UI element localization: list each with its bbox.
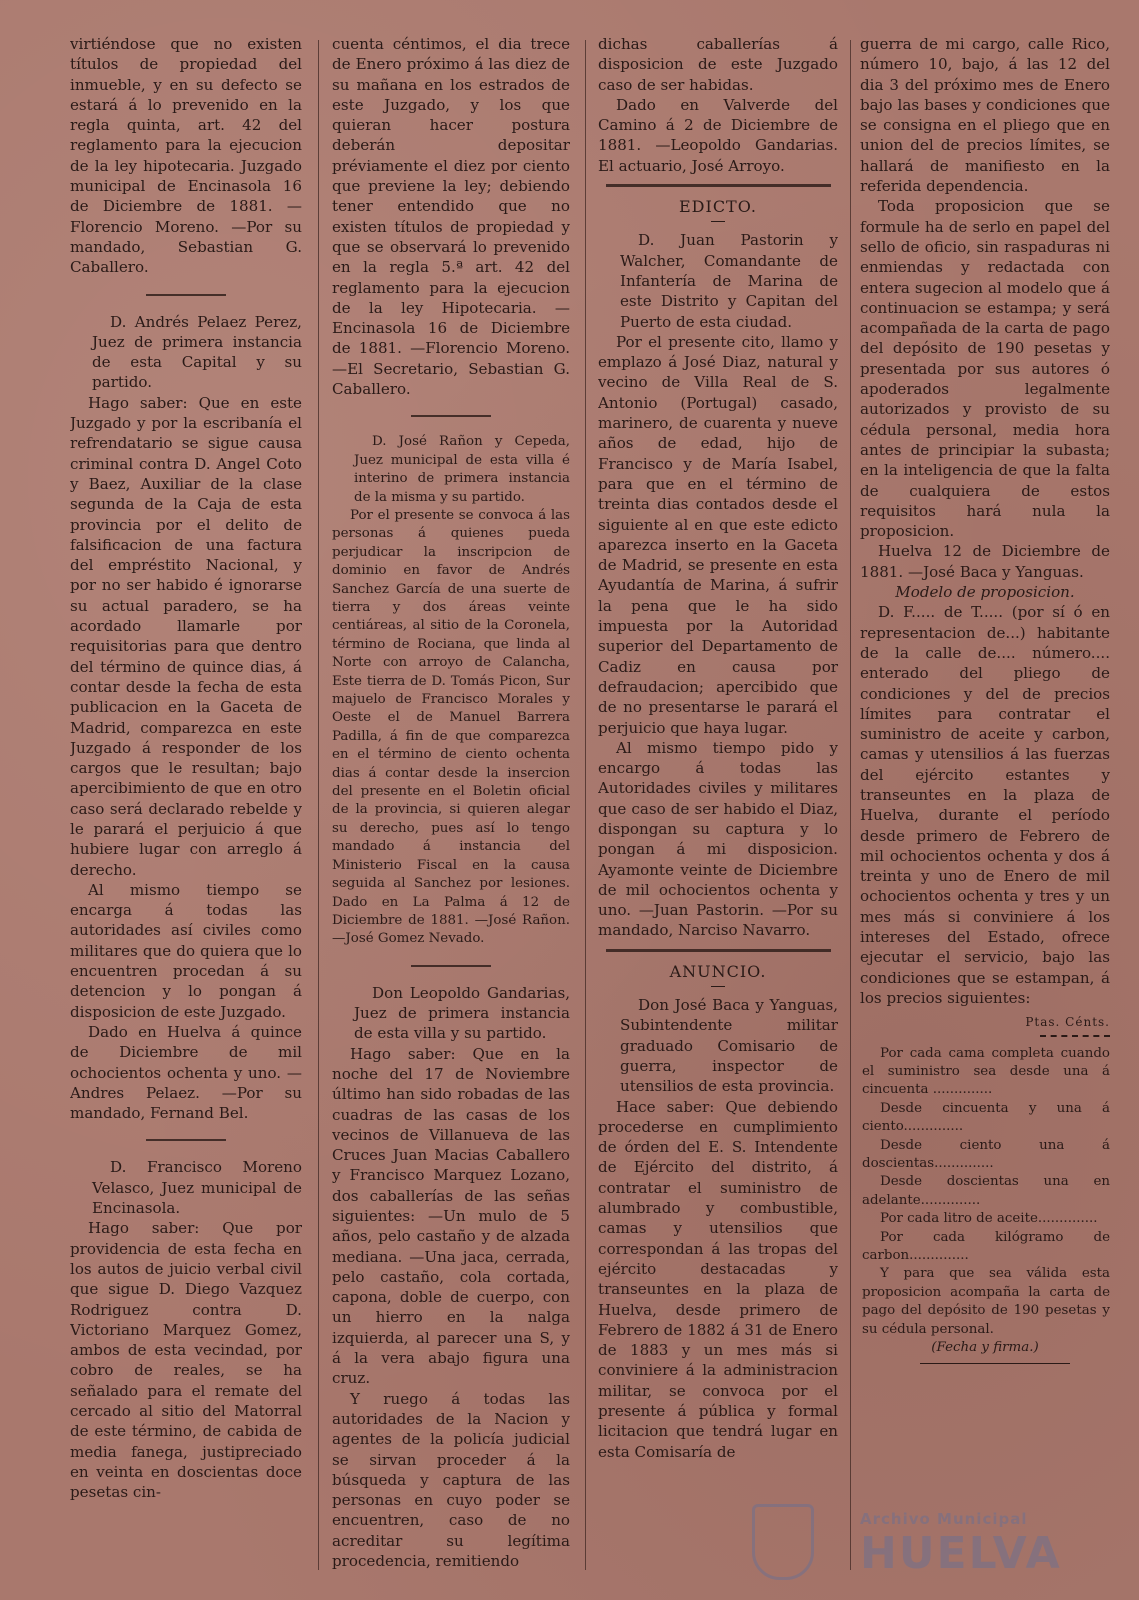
separator <box>606 184 831 187</box>
notice-heading: D. Juan Pastorin y Walcher, Comandante de Infantería de Marina de este Distrito y Capitan del Puerto de esta ciudad. <box>620 231 838 331</box>
price-row: Por cada kilógramo de carbon.............. <box>862 1229 1110 1264</box>
notice-heading: Don Leopoldo Gandarias, Juez de primera instancia de esta villa y su partido. <box>354 983 570 1043</box>
column-1 <box>70 34 302 1580</box>
notice-body: Huelva 12 de Diciembre de 1881. —José Baca y Yanguas. <box>860 542 1110 581</box>
notice-heading: D. Francisco Moreno Velasco, Juez municipal de Encinasola. <box>92 1158 302 1218</box>
edict-title: EDICTO. <box>678 197 757 217</box>
price-row: Desde ciento una á doscientas.............. <box>862 1137 1110 1171</box>
shield-icon <box>752 1504 814 1580</box>
notice-body: Hago saber: Que en este Juzgado y por la escribanía el refrendatario se sigue causa criminal contra D. Angel Coto y Baez, Auxiliar de la clase segunda de la Caja de esta provincia por el delito de falsificacion de una factura del empréstito Nacional, y por no ser habido é ignorarse su actual paradero, se ha acordado llamarle por requisitorias para que dentro del término de quince dias, á contar desde la fecha de esta publicacion en la Gaceta de Madrid, comparezca en este Juzgado á responder de los cargos que le resultan; bajo apercibimiento de que en otro caso será declarado rebelde y le parará el perjuicio á que hubiere lugar con arreglo á derecho. <box>70 393 302 879</box>
separator <box>411 415 491 417</box>
price-row: Desde doscientas una en adelante.............. <box>862 1174 1110 1208</box>
notice-body: Por el presente cito, llamo y emplazo á José Diaz, natural y vecino de Villa Real de S. Antonio (Portugal) casado, marinero, de cuarenta y nueve años de edad, hijo de Francisco y de María Isabel, para que en el término de treinta dias contados desde el siguiente al en que este edicto aparezca inserto en la Gaceta de Madrid, se presente en esta Ayudantía de Marina, á sufrir la pena que le ha sido impuesta por la Autoridad superior del Departamento de Cadiz en causa por defraudacion; apercibido que de no presentarse le parará el perjuicio que haya lugar. <box>598 332 838 737</box>
notice-heading: D. José Rañon y Cepeda, Juez municipal de esta villa é interino de primera instancia de la misma y su partido. <box>354 434 570 505</box>
price-list <box>860 1045 1110 1340</box>
model-title: Modelo de proposicion. <box>895 583 1075 602</box>
notice-body: Hago saber: Que por providencia de esta fecha en los autos de juicio verbal civil que sigue D. Diego Vazquez Rodriguez contra D. Victoriano Marquez Gomez, ambos de esta vecindad, por cobro de reales, se ha señalado para el remate del cercado al sitio del Matorral de este término, de cabida de media fanega, justipreciado en veinta en doscientas doce pesetas cin- <box>70 1219 302 1502</box>
notice-body: Al mismo tiempo se encarga á todas las autoridades así civiles como militares que do quiera que lo encuentren procedan á su detencion y lo pongan á disposicion de este Juzgado. <box>70 880 302 1021</box>
separator <box>711 221 725 222</box>
signature-line <box>920 1363 1070 1364</box>
separator <box>146 1139 226 1141</box>
separator <box>411 965 491 967</box>
proposal-model: D. F..... de T..... (por sí ó en representacion de...) habitante de la calle de.... número.... enterado del pliego de condiciones y del de precios límites para contratar el suministro de aceite y carbon, camas y utensilios á las fuerzas del ejército estantes y transeuntes en la plaza de Huelva, durante el período desde primero de Febrero de mil ochocientos ochenta y dos á treinta y uno de Enero de mil ochocientos ochenta y tres y un mes más si conviniere á los intereses del Estado, ofrece ejecutar el servicio, bajo las condiciones que se estampan, á los precios siguientes: <box>860 603 1110 1007</box>
notice-heading: Don José Baca y Yanguas, Subintendente militar graduado Comisario de guerra, inspector de utensilios de esta provincia. <box>620 996 838 1096</box>
price-row: Por cada litro de aceite.............. <box>880 1211 1098 1227</box>
notice-continuation: guerra de mi cargo, calle Rico, número 10, bajo, á las 12 del dia 3 del próximo mes de Enero bajo las bases y condiciones que se consigna en el pliego que en union del de precios límites, se hallará de manifiesto en la referida dependencia. <box>860 35 1110 196</box>
watermark-word: HUELVA <box>860 1528 1062 1579</box>
notice-body: Por el presente se convoca á las personas á quienes pueda perjudicar la inscripcion de dominio en favor de Andrés Sanchez García de una suerte de tierra y dos áreas veinte centiáreas, al sitio de la Coronela, término de Rociana, que linda al Norte con arroyo de Calancha, Este tierra de D. Tomás Picon, Sur majuelo de Francisco Morales y Oeste el de Manuel Barrera Padilla, á fin de que comparezca en el término de ciento ochenta dias á contar desde la insercion del presente en el Boletin oficial de la provincia, si quieren alegar su derecho, pues así lo tengo mandado á instancia del Ministerio Fiscal en la causa seguida al Sanchez por lesiones. Dado en La Palma á 12 de Diciembre de 1881. —José Rañon. —José Gomez Nevado. <box>332 507 570 947</box>
column-4 <box>860 34 1110 1580</box>
signature-placeholder: (Fecha y firma.) <box>931 1340 1039 1356</box>
archive-watermark <box>752 1500 1062 1580</box>
notice-continuation: virtiéndose que no existen títulos de propiedad del inmueble, y en su defecto se estará á lo prevenido en la regla quinta, art. 42 del reglamento para la ejecucion de la ley hipotecaria. Juzgado municipal de Encinasola 16 de Diciembre de 1881. —Florencio Moreno. —Por su mandado, Sebastian G. Caballero. <box>70 35 302 277</box>
notice-continuation: cuenta céntimos, el dia trece de Enero próximo á las diez de su mañana en los estrados de este Juzgado, y los que quieran hacer postura deberán depositar préviamente el diez por ciento que previene la ley; debiendo tener entendido que no existen títulos de propiedad y que se observará lo prevenido en la regla 5.ª art. 42 del reglamento para la ejecucion de la ley Hipotecaria. —Encinasola 16 de Diciembre de 1881. —Florencio Moreno. —El Secretario, Sebastian G. Caballero. <box>332 35 570 399</box>
announcement-title: ANUNCIO. <box>669 961 767 981</box>
price-header-rule <box>1040 1035 1110 1037</box>
notice-heading: D. Andrés Pelaez Perez, Juez de primera instancia de esta Capital y su partido. <box>92 312 302 392</box>
separator <box>711 986 725 987</box>
notice-body: Hace saber: Que debiendo procederse en cumplimiento de órden del E. S. Intendente de Ejército del distrito, á contratar el suministro de alumbrado y combustible, camas y utensilios que correspondan á las tropas del ejército destacadas y transeuntes en la plaza de Huelva, desde primero de Febrero de 1882 á 31 de Enero de 1883 y un mes más si conviniere á la administracion militar, se convoca por el presente á pública y formal licitacion que tendrá lugar en esta Comisaría de <box>598 1097 838 1461</box>
price-header: Ptas. Cénts. <box>1025 1015 1110 1030</box>
notice-body: Y ruego á todas las autoridades de la Nacion y agentes de la policía judicial se sirvan proceder á la búsqueda y captura de las personas en cuyo poder se encuentren, caso de no acreditar su legítima procedencia, remitiendo <box>332 1389 570 1571</box>
notice-continuation: dichas caballerías á disposicion de este Juzgado caso de ser habidas. <box>598 35 838 94</box>
separator <box>146 294 226 296</box>
watermark-label: Archivo Municipal <box>860 1510 1028 1528</box>
separator <box>606 949 831 952</box>
notice-body: Dado en Huelva á quince de Diciembre de mil ochocientos ochenta y uno. —Andres Pelaez. —Por su mandado, Fernand Bel. <box>70 1022 302 1123</box>
column-divider <box>585 40 586 1570</box>
price-row: Por cada cama completa cuando el suministro sea desde una á cincuenta .............. <box>862 1045 1110 1098</box>
price-row: Y para que sea válida esta proposicion acompaña la carta de pago del depósito de 190 pesetas y su cédula personal. <box>862 1266 1110 1337</box>
notice-body: Al mismo tiempo pido y encargo á todas las Autoridades civiles y militares que caso de ser habido el Diaz, dispongan su captura y lo pongan á mi disposicion. Ayamonte veinte de Diciembre de mil ochocientos ochenta y uno. —Juan Pastorin. —Por su mandado, Narciso Navarro. <box>598 738 838 940</box>
column-divider <box>850 40 851 1570</box>
column-3 <box>598 34 838 1580</box>
price-row: Desde cincuenta y una á ciento.............. <box>862 1100 1110 1135</box>
notice-body: Hago saber: Que en la noche del 17 de Noviembre último han sido robadas de las cuadras de las casas de los vecinos de Villanueva de las Cruces Juan Macias Caballero y Francisco Marquez Lozano, dos caballerías de las señas siguientes: —Un mulo de 5 años, pelo castaño y de alzada mediana. —Una jaca, cerrada, pelo castaño, cola cortada, capona, doble de cuerpo, con un hierro en la nalga izquierda, al parecer una S, y á la vera abajo figura una cruz. <box>332 1044 570 1388</box>
notice-body: Dado en Valverde del Camino á 2 de Diciembre de 1881. —Leopoldo Gandarias. El actuario, José Arroyo. <box>598 95 838 175</box>
notice-body: Toda proposicion que se formule ha de serlo en papel del sello de oficio, sin raspaduras ni enmiendas y redactada con entera sugecion al modelo que á continuacion se estampa; y será acompañada de la carta de pago del depósito de 190 pesetas y presentada por sus autores ó apoderados legalmente autorizados y provisto de su cédula personal, media hora antes de principiar la subasta; en la inteligencia de que la falta de cualquiera de estos requisitos hará nula la proposicion. <box>860 197 1110 541</box>
column-divider <box>318 40 319 1570</box>
column-2 <box>332 34 570 1580</box>
